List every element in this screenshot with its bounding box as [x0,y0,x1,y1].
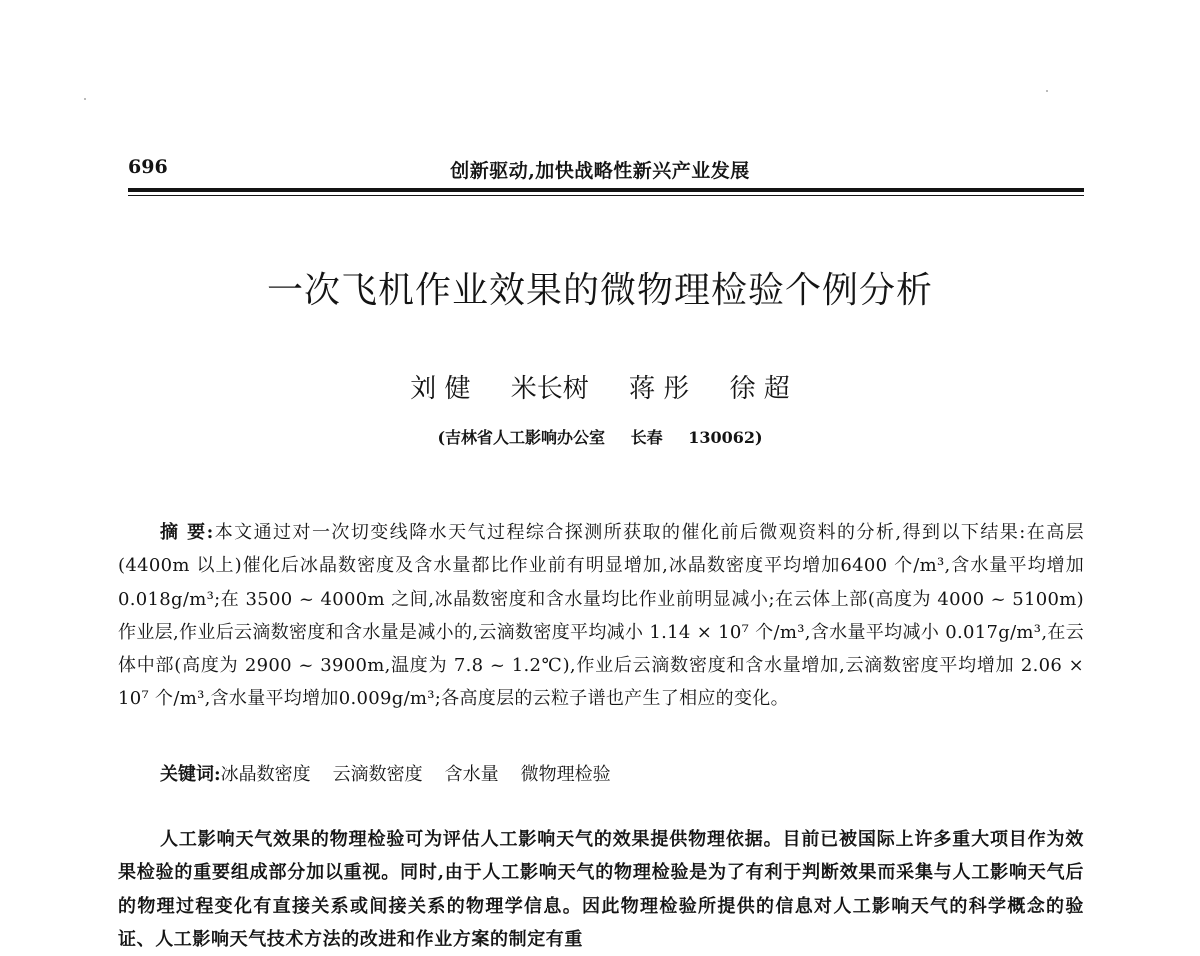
affiliation-zip: 130062) [688,428,763,447]
abstract [118,516,1084,716]
keyword: 云滴数密度 [332,764,423,785]
affiliation-city: 长春 [630,428,663,447]
running-title: 创新驱动,加快战略性新兴产业发展 [450,160,750,182]
author-name: 米长树 [510,374,589,404]
keywords-label: 关键词: [160,764,221,785]
header-rule-thin [128,195,1084,196]
scan-speck [84,98,86,100]
author-name: 刘 健 [410,374,471,404]
scan-speck [1046,90,1048,92]
affiliation [0,425,1200,448]
abstract-text: 本文通过对一次切变线降水天气过程综合探测所获取的催化前后微观资料的分析,得到以下结果:在高层(4400m 以上)催化后冰晶数密度及含水量都比作业前有明显增加,冰晶数密度平均增加6400 个/m³,含水量平均增加 0.018g/m³;在 3500 ~ 4000m 之间,冰晶数密度和含水量均比作业前明显减小;在云体上部(高度为 4000 ~ 5100m)作业层,作业后云滴数密度和含水量是减小的,云滴数密度平均减小 1.14 × 10⁷ 个/m³,含水量平均减小 0.017g/m³,在云体中部(高度为 2900 ~ 3900m,温度为 7.8 ~ 1.2℃),作业后云滴数密度和含水量增加,云滴数密度平均增加 2.06 × 10⁷ 个/m³,含水量平均增加0.009g/m³;各高度层的云粒子谱也产生了相应的变化。 [118,522,1084,710]
author-name: 徐 超 [729,374,790,404]
keyword: 含水量 [444,764,499,785]
body-paragraph: 人工影响天气效果的物理检验可为评估人工影响天气的效果提供物理依据。目前已被国际上许多重大项目作为效果检验的重要组成部分加以重视。同时,由于人工影响天气的物理检验是为了有利于判断效果而采集与人工影响天气后的物理过程变化有直接关系或间接关系的物理学信息。因此物理检验所提供的信息对人工影响天气的科学概念的验证、人工影响天气技术方法的改进和作业方案的制定有重 [118,829,1084,950]
paper-title: 一次飞机作业效果的微物理检验个例分析 [266,270,933,311]
page-number: 696 [128,156,168,178]
keywords [160,760,633,790]
author-name: 蒋 彤 [629,374,690,404]
affiliation-org: (吉林省人工影响办公室 [437,428,606,447]
keyword: 冰晶数密度 [220,764,311,785]
author-list [0,368,1200,405]
abstract-label: 摘 要: [160,522,214,543]
header-rule-thick [128,188,1084,192]
keyword: 微物理检验 [520,764,611,785]
